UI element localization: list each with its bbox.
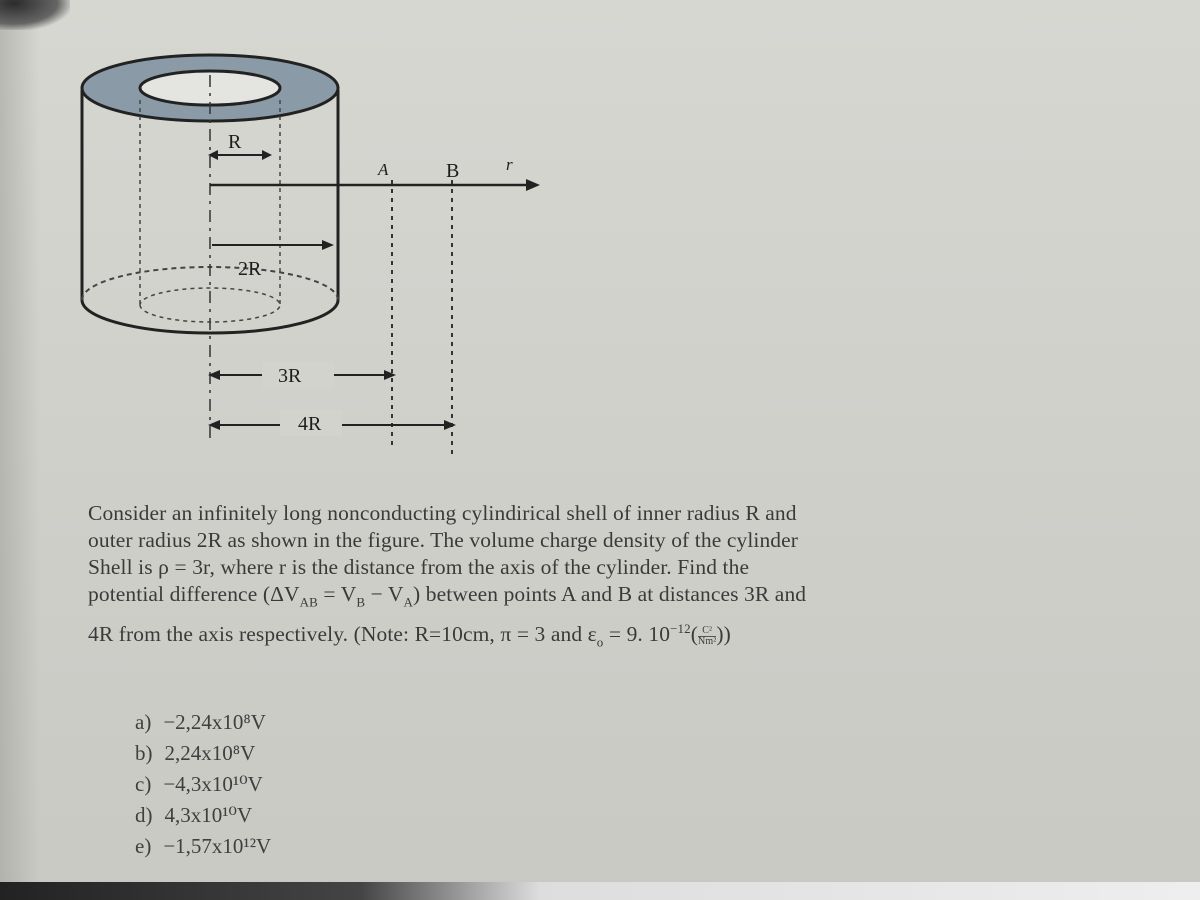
cylinder-figure (0, 0, 600, 470)
problem-line-3: Shell is ρ = 3r, where r is the distance from the axis of the cylinder. Find the (88, 555, 750, 579)
option-a[interactable]: a) −2,24x10⁸V (135, 710, 266, 734)
problem-line-1: Consider an infinitely long nonconducting cylindirical shell of inner radius R and (88, 501, 797, 525)
problem-line-2: outer radius 2R as shown in the figure. The volume charge density of the cylinder (88, 528, 799, 552)
problem-line-5: 4R from the axis respectively. (Note: R=10cm, π = 3 and $\varepsilon_o = 9$. $10^{-12}$( $\frac{\text{C²}}{\text{Nm²}}$ )) (88, 621, 731, 650)
option-d[interactable]: d) 4,3x10¹⁰V (135, 803, 253, 827)
problem-line-4: potential difference $(\Delta V_{AB} = V_B - V_A)$ between points A and B at distances 3R and (88, 582, 807, 610)
option-b[interactable]: b) 2,24x10⁸V (135, 741, 256, 765)
label-A: A (378, 160, 389, 179)
label-R: R (228, 131, 242, 153)
label-2R: 2R (238, 258, 262, 280)
bottom-edge (0, 882, 1200, 900)
option-e[interactable]: e) −1,57x10¹²V (135, 834, 272, 858)
option-c[interactable]: c) −4,3x10¹⁰V (135, 772, 263, 796)
label-3R: 3R (278, 365, 302, 387)
label-B: B (446, 160, 460, 182)
label-r: r (506, 155, 513, 174)
label-4R: 4R (298, 413, 322, 435)
problem-statement (88, 500, 1028, 656)
